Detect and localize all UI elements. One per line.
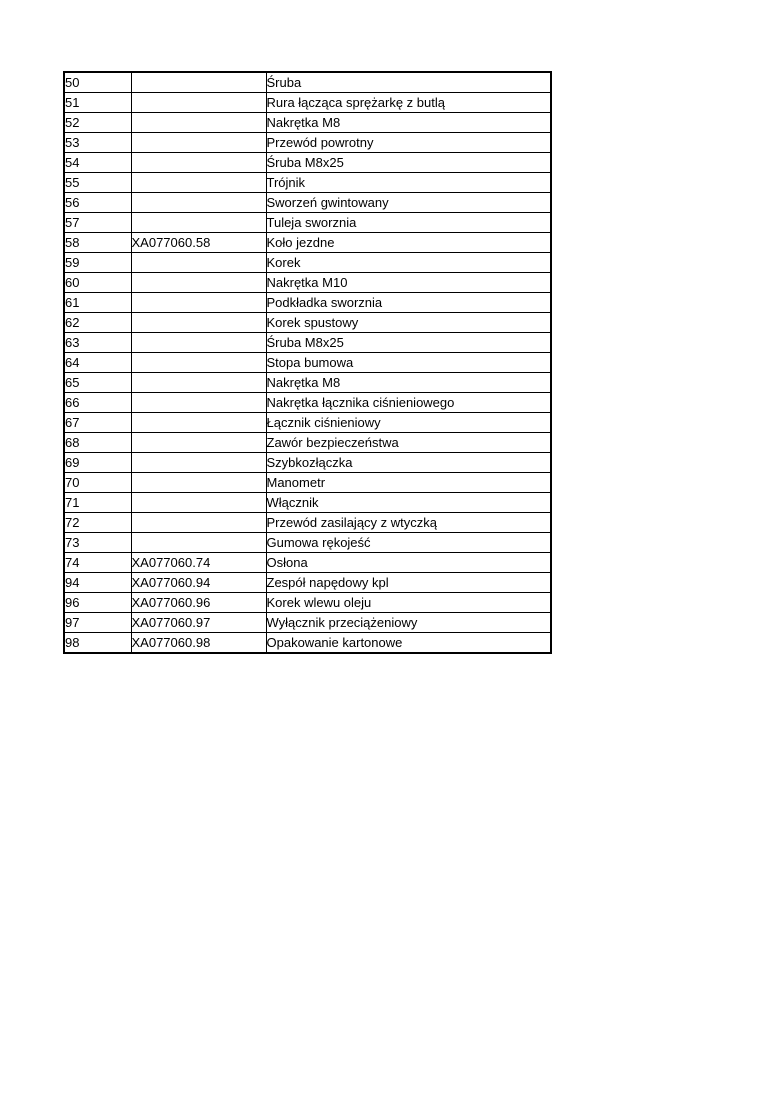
table-row bbox=[64, 293, 551, 313]
table-row bbox=[64, 133, 551, 153]
cell-code bbox=[131, 113, 266, 133]
cell-description: Przewód powrotny bbox=[266, 133, 551, 153]
cell-code bbox=[131, 493, 266, 513]
cell-description: Śruba bbox=[266, 72, 551, 93]
cell-code bbox=[131, 313, 266, 333]
cell-no: 58 bbox=[64, 233, 131, 253]
cell-description: Przewód zasilający z wtyczką bbox=[266, 513, 551, 533]
table-row bbox=[64, 513, 551, 533]
table-row bbox=[64, 193, 551, 213]
cell-no: 94 bbox=[64, 573, 131, 593]
cell-description: Włącznik bbox=[266, 493, 551, 513]
cell-description: Nakrętka M8 bbox=[266, 373, 551, 393]
cell-code bbox=[131, 513, 266, 533]
table-row bbox=[64, 633, 551, 654]
cell-no: 70 bbox=[64, 473, 131, 493]
cell-no: 57 bbox=[64, 213, 131, 233]
table-row bbox=[64, 493, 551, 513]
cell-description: Nakrętka M10 bbox=[266, 273, 551, 293]
cell-code bbox=[131, 433, 266, 453]
cell-no: 71 bbox=[64, 493, 131, 513]
cell-description: Stopa bumowa bbox=[266, 353, 551, 373]
cell-description: Nakrętka łącznika ciśnieniowego bbox=[266, 393, 551, 413]
cell-code bbox=[131, 173, 266, 193]
table-row bbox=[64, 413, 551, 433]
cell-code bbox=[131, 93, 266, 113]
table-row bbox=[64, 173, 551, 193]
cell-no: 72 bbox=[64, 513, 131, 533]
cell-description: Korek spustowy bbox=[266, 313, 551, 333]
cell-no: 50 bbox=[64, 72, 131, 93]
cell-no: 74 bbox=[64, 553, 131, 573]
cell-description: Sworzeń gwintowany bbox=[266, 193, 551, 213]
cell-code bbox=[131, 453, 266, 473]
cell-code: XA077060.98 bbox=[131, 633, 266, 654]
table-row bbox=[64, 253, 551, 273]
table-row bbox=[64, 613, 551, 633]
cell-code bbox=[131, 253, 266, 273]
cell-no: 61 bbox=[64, 293, 131, 313]
cell-code: XA077060.58 bbox=[131, 233, 266, 253]
table-row bbox=[64, 273, 551, 293]
parts-table bbox=[63, 71, 552, 654]
table-row bbox=[64, 473, 551, 493]
cell-description: Manometr bbox=[266, 473, 551, 493]
table-row bbox=[64, 433, 551, 453]
cell-code bbox=[131, 373, 266, 393]
cell-no: 65 bbox=[64, 373, 131, 393]
cell-description: Podkładka sworznia bbox=[266, 293, 551, 313]
cell-description: Koło jezdne bbox=[266, 233, 551, 253]
cell-code bbox=[131, 133, 266, 153]
table-row bbox=[64, 333, 551, 353]
table-row bbox=[64, 213, 551, 233]
cell-no: 51 bbox=[64, 93, 131, 113]
cell-no: 66 bbox=[64, 393, 131, 413]
table-row bbox=[64, 93, 551, 113]
cell-no: 69 bbox=[64, 453, 131, 473]
cell-description: Śruba M8x25 bbox=[266, 333, 551, 353]
cell-description: Gumowa rękojeść bbox=[266, 533, 551, 553]
cell-description: Opakowanie kartonowe bbox=[266, 633, 551, 654]
parts-table-container bbox=[63, 71, 552, 654]
cell-code bbox=[131, 533, 266, 553]
cell-description: Korek bbox=[266, 253, 551, 273]
cell-code bbox=[131, 72, 266, 93]
cell-code bbox=[131, 193, 266, 213]
cell-description: Śruba M8x25 bbox=[266, 153, 551, 173]
table-row bbox=[64, 313, 551, 333]
cell-description: Osłona bbox=[266, 553, 551, 573]
cell-description: Trójnik bbox=[266, 173, 551, 193]
cell-description: Tuleja sworznia bbox=[266, 213, 551, 233]
cell-code bbox=[131, 273, 266, 293]
table-row bbox=[64, 593, 551, 613]
cell-no: 63 bbox=[64, 333, 131, 353]
cell-no: 96 bbox=[64, 593, 131, 613]
cell-code bbox=[131, 353, 266, 373]
cell-no: 73 bbox=[64, 533, 131, 553]
cell-description: Łącznik ciśnieniowy bbox=[266, 413, 551, 433]
cell-no: 53 bbox=[64, 133, 131, 153]
cell-code bbox=[131, 333, 266, 353]
cell-code: XA077060.96 bbox=[131, 593, 266, 613]
cell-description: Zespół napędowy kpl bbox=[266, 573, 551, 593]
cell-code: XA077060.94 bbox=[131, 573, 266, 593]
table-row bbox=[64, 353, 551, 373]
cell-no: 52 bbox=[64, 113, 131, 133]
cell-no: 54 bbox=[64, 153, 131, 173]
parts-table-body bbox=[64, 72, 551, 653]
cell-no: 62 bbox=[64, 313, 131, 333]
cell-code bbox=[131, 473, 266, 493]
cell-code: XA077060.97 bbox=[131, 613, 266, 633]
cell-code: XA077060.74 bbox=[131, 553, 266, 573]
cell-description: Rura łącząca sprężarkę z butlą bbox=[266, 93, 551, 113]
table-row bbox=[64, 72, 551, 93]
cell-no: 98 bbox=[64, 633, 131, 654]
table-row bbox=[64, 113, 551, 133]
cell-description: Zawór bezpieczeństwa bbox=[266, 433, 551, 453]
cell-code bbox=[131, 213, 266, 233]
cell-description: Szybkozłączka bbox=[266, 453, 551, 473]
cell-description: Wyłącznik przeciążeniowy bbox=[266, 613, 551, 633]
cell-no: 56 bbox=[64, 193, 131, 213]
cell-description: Korek wlewu oleju bbox=[266, 593, 551, 613]
table-row bbox=[64, 533, 551, 553]
table-row bbox=[64, 393, 551, 413]
cell-code bbox=[131, 393, 266, 413]
cell-description: Nakrętka M8 bbox=[266, 113, 551, 133]
table-row bbox=[64, 373, 551, 393]
table-row bbox=[64, 453, 551, 473]
cell-no: 97 bbox=[64, 613, 131, 633]
cell-no: 59 bbox=[64, 253, 131, 273]
cell-no: 68 bbox=[64, 433, 131, 453]
cell-no: 67 bbox=[64, 413, 131, 433]
cell-no: 64 bbox=[64, 353, 131, 373]
cell-no: 55 bbox=[64, 173, 131, 193]
table-row bbox=[64, 233, 551, 253]
table-row bbox=[64, 553, 551, 573]
cell-code bbox=[131, 413, 266, 433]
cell-no: 60 bbox=[64, 273, 131, 293]
cell-code bbox=[131, 153, 266, 173]
cell-code bbox=[131, 293, 266, 313]
table-row bbox=[64, 153, 551, 173]
table-row bbox=[64, 573, 551, 593]
